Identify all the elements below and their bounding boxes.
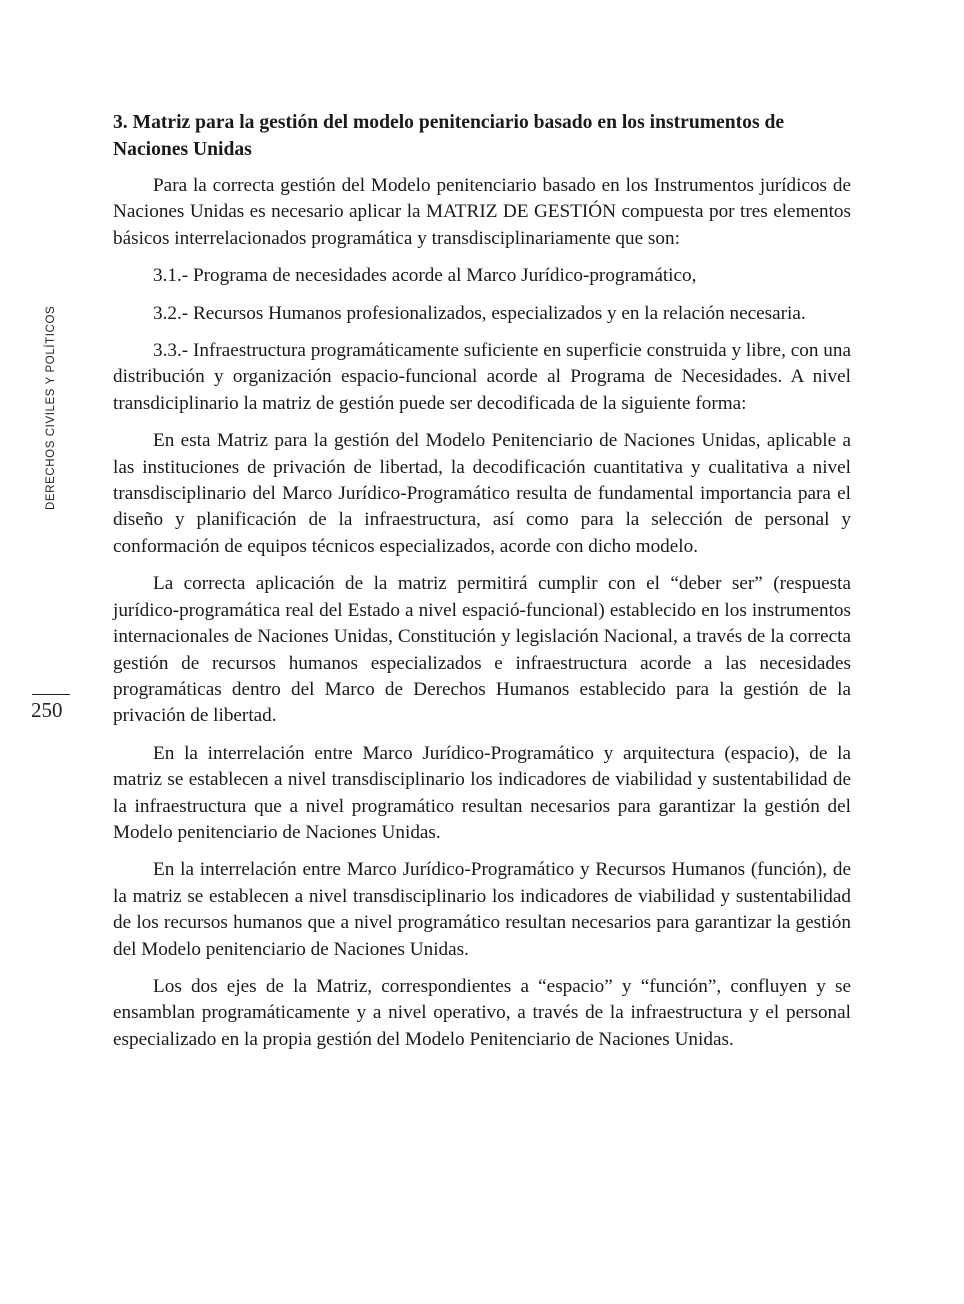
paragraph-intro: Para la correcta gestión del Modelo penitenciario basado en los Instrumentos jurídicos de Naciones Unidas es necesario aplicar la MATRIZ DE GESTIÓN compuesta por tres elementos básicos interrelacionados programática y transdisciplinariamente que son: [113,175,851,249]
paragraph-space: En la interrelación entre Marco Jurídico-Programático y arquitectura (espacio), de la matriz se establecen a nivel transdisciplinario los indicadores de viabilidad y sustentabilidad de la infraestructura que a nivel programático resultan necesarios para garantizar la gestión del Modelo penitenciario de Naciones Unidas. [113,742,851,843]
page-body [113,109,851,1064]
page-number: 250 [31,698,63,722]
paragraph-function: En la interrelación entre Marco Jurídico-Programático y Recursos Humanos (función), de la matriz se establecen a nivel transdisciplinario los indicadores de viabilidad y sustentabilidad de los recursos humanos que a nivel programático resultan necesarios para garantizar la gestión del Modelo penitenciario de Naciones Unidas. [113,859,851,960]
list-item-3-2: 3.2.- Recursos Humanos profesionalizados, especializados y en la relación necesaria. [153,302,806,324]
list-item-3-3: 3.3.- Infraestructura programáticamente suficiente en superficie construida y libre, con una distribución y organización espacio-funcional acorde al Programa de Necesidades. A nivel transdiciplinario la matriz de gestión puede ser decodificada de la siguiente forma: [113,340,851,414]
paragraph-axes: Los dos ejes de la Matriz, correspondientes a “espacio” y “función”, confluyen y se ensamblan programáticamente y a nivel operativo, a través de la infraestructura y el personal especializado en la propia gestión del Modelo Penitenciario de Naciones Unidas. [113,975,851,1050]
page-number-rule [32,694,70,695]
paragraph-application: La correcta aplicación de la matriz permitirá cumplir con el “deber ser” (respuesta jurídico-programática real del Estado a nivel espació-funcional) establecido en los instrumentos internacionales de Naciones Unidas, Constitución y legislación Nacional, a través de la correcta gestión de recursos humanos especializados e infraestructura acorde a las necesidades programáticas dentro del Marco de Derechos Humanos establecido para la gestión de la privación de libertad. [113,573,851,727]
running-section-title: DERECHOS CIVILES Y POLÍTICOS [45,305,57,510]
list-item-3-1: 3.1.- Programa de necesidades acorde al Marco Jurídico-programático, [153,265,697,287]
paragraph-matrix: En esta Matriz para la gestión del Modelo Penitenciario de Naciones Unidas, aplicable a las instituciones de privación de libertad, la decodificación cuantitativa y cualitativa a nivel transdisciplinario del Marco Jurídico-Programático resulta de fundamental importancia para el diseño y planificación de la infraestructura, así como para la selección de personal y conformación de equipos técnicos especializados, acorde con dicho modelo. [113,430,851,557]
section-heading: 3. Matriz para la gestión del modelo penitenciario basado en los instrumentos de Naciones Unidas [113,112,785,160]
